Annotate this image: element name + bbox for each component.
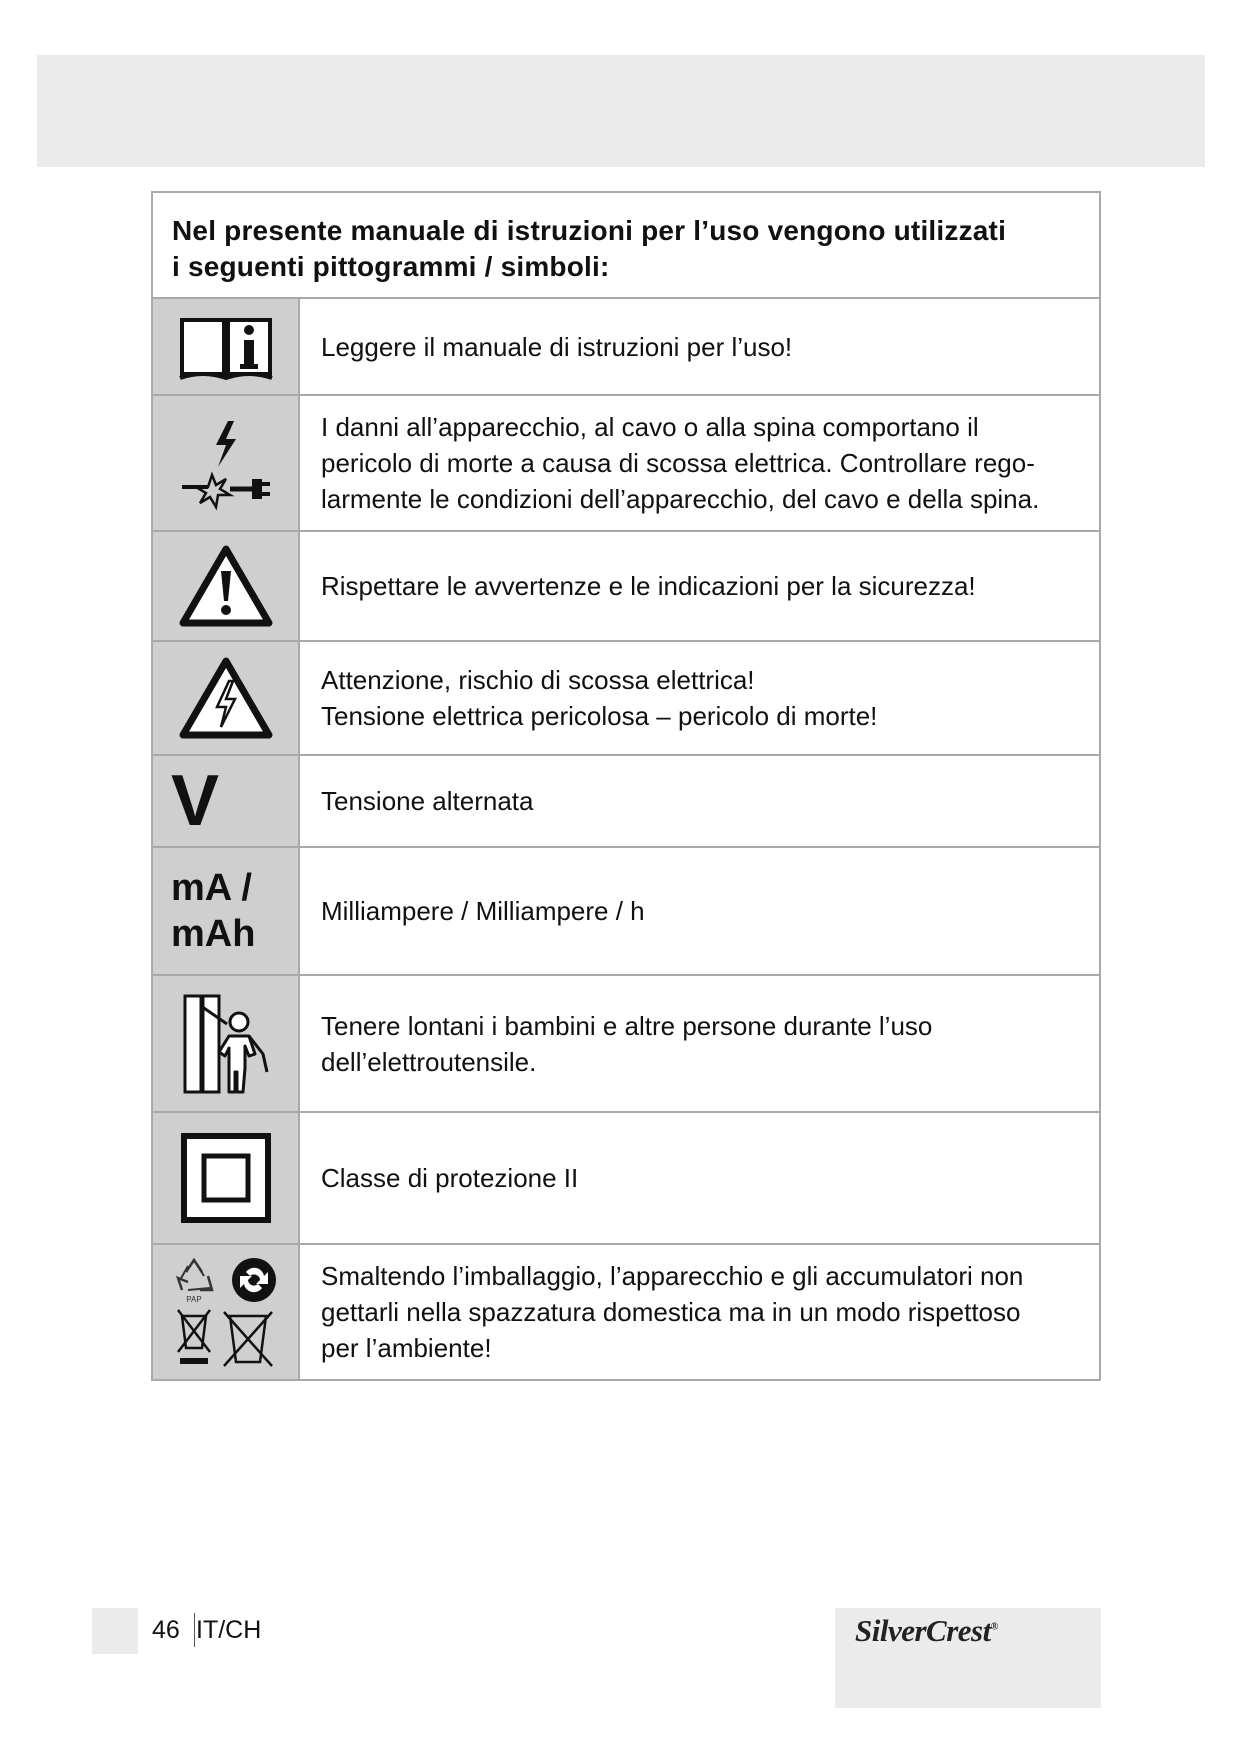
description-cell (300, 976, 1099, 1111)
icon-cell (153, 848, 300, 974)
description-line: Leggere il manuale di istruzioni per l’uso! (321, 331, 793, 362)
protection-class-ii-icon (180, 1132, 272, 1224)
brand-name: SilverCrest (855, 1613, 991, 1648)
read-manual-icon (178, 312, 274, 382)
table-row (153, 848, 1099, 976)
warning-triangle-icon (179, 545, 273, 627)
table-row (153, 532, 1099, 642)
milliampere-hour-symbol: mAh (171, 913, 256, 955)
icon-cell (153, 1245, 300, 1379)
description-line: Tensione elettrica pericolosa – pericolo di morte! (321, 701, 878, 731)
icon-cell (153, 756, 300, 846)
brand-logo (855, 1613, 998, 1649)
icon-cell (153, 976, 300, 1111)
pictogram-table (151, 191, 1101, 1381)
description-line: larmente le condizioni dell’apparecchio, del cavo e della spina. (321, 484, 1040, 514)
icon-cell (153, 642, 300, 754)
footer-divider (194, 1613, 195, 1647)
description-line: Smaltendo l’imballaggio, l’apparecchio e gli accumulatori non (321, 1261, 1024, 1291)
description-line: Tenere lontani i bambini e altre persone durante l’uso (321, 1010, 933, 1041)
description-line: Rispettare le avvertenze e le indicazioni per la sicurezza! (321, 571, 976, 601)
table-row (153, 299, 1099, 396)
description-cell (300, 642, 1099, 754)
table-row (153, 1245, 1099, 1379)
electric-shock-warning-icon (179, 657, 273, 739)
description-cell (300, 1113, 1099, 1243)
description-cell (300, 396, 1099, 530)
table-row (153, 396, 1099, 532)
header-band (37, 55, 1205, 167)
description-cell (300, 756, 1099, 846)
description-cell (300, 848, 1099, 974)
keep-children-away-icon (179, 988, 273, 1100)
milliampere-symbol: mA / (171, 867, 252, 909)
icon-cell (153, 396, 300, 530)
table-row (153, 756, 1099, 848)
table-header (153, 193, 1099, 299)
damaged-cable-shock-icon (178, 415, 274, 511)
region-code: IT/CH (196, 1616, 262, 1644)
icon-cell (153, 299, 300, 394)
table-title-line-2: i seguenti pittogrammi / simboli: (172, 251, 610, 282)
description-line: per l’ambiente! (321, 1333, 492, 1363)
description-line: gettarli nella spazzatura domestica ma in un modo rispettoso (321, 1297, 1021, 1327)
description-line: I danni all’apparecchio, al cavo o alla spina comportano il (321, 412, 979, 442)
brand-mark: ® (990, 1621, 998, 1633)
description-cell (300, 1245, 1099, 1379)
description-line: dell’elettroutensile. (321, 1046, 537, 1077)
recycle-code-label: PAP (185, 1295, 202, 1304)
page-number: 46 (152, 1616, 180, 1644)
footer-marker (92, 1608, 138, 1654)
table-title-line-1: Nel presente manuale di istruzioni per l’uso vengono utilizzati (172, 215, 1007, 246)
description-cell (300, 299, 1099, 394)
table-row (153, 976, 1099, 1113)
icon-cell (153, 532, 300, 640)
description-line: Tensione alternata (321, 786, 534, 816)
description-line: pericolo di morte a causa di scossa elettrica. Controllare rego- (321, 448, 1035, 478)
description-line: Milliampere / Milliampere / h (321, 896, 645, 926)
description-line: Classe di protezione II (321, 1163, 579, 1193)
description-line: Attenzione, rischio di scossa elettrica! (321, 665, 755, 695)
table-row (153, 642, 1099, 756)
description-cell (300, 532, 1099, 640)
icon-cell (153, 1113, 300, 1243)
table-row (153, 1113, 1099, 1245)
disposal-recycling-icons (174, 1254, 278, 1370)
volt-symbol: V (171, 761, 220, 841)
